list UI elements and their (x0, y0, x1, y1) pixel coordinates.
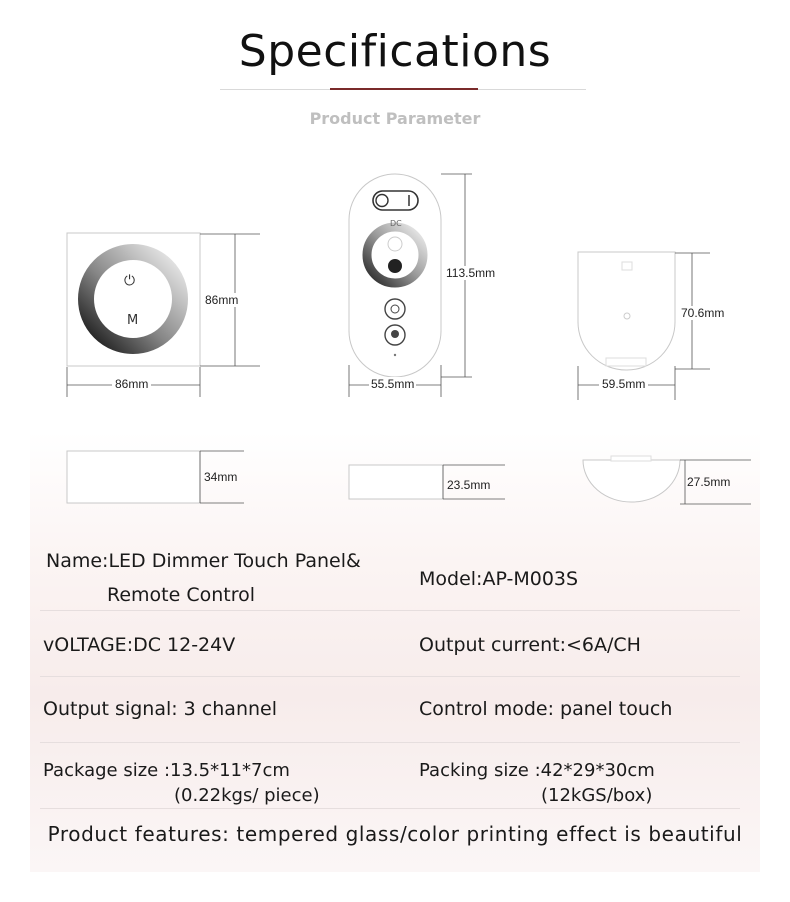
spec-packing-size: Packing size :42*29*30cm (419, 760, 655, 781)
remote-side-drawing (345, 462, 515, 507)
spec-control-mode: Control mode: panel touch (419, 698, 673, 720)
panel-width-label: 86mm (112, 377, 151, 391)
remote-width-label: 55.5mm (371, 377, 415, 391)
receiver-depth-label: 27.5mm (687, 475, 731, 489)
spec-output-signal: Output signal: 3 channel (43, 698, 277, 720)
title-divider-accent (330, 88, 478, 90)
mode-label: M (127, 313, 139, 328)
remote-height-label: 113.5mm (446, 266, 496, 280)
spec-packing-qty: (12kGS/box) (541, 785, 653, 806)
spec-divider (40, 742, 740, 743)
spec-divider (40, 676, 740, 677)
spec-package-weight: (0.22kgs/ piece) (174, 785, 320, 806)
page-title: Specifications (238, 26, 552, 77)
receiver-side-outline (575, 452, 775, 512)
spec-voltage: vOLTAGE:DC 12-24V (43, 634, 236, 656)
panel-side-drawing (60, 445, 260, 510)
panel-height-label: 86mm (205, 293, 239, 307)
receiver-height-label: 70.6mm (681, 306, 725, 320)
spec-divider (40, 808, 740, 809)
spec-package-size: Package size :13.5*11*7cm (43, 760, 290, 781)
remote-front-drawing (340, 165, 520, 400)
spec-model: Model:AP-M003S (419, 568, 579, 590)
remote-depth-label: 23.5mm (447, 478, 491, 492)
page-subtitle: Product Parameter (309, 109, 481, 128)
receiver-front-drawing (570, 240, 770, 405)
dc-label: DC (390, 219, 402, 228)
spec-name-line1: Name:LED Dimmer Touch Panel& (46, 550, 361, 572)
spec-output-current: Output current:<6A/CH (419, 634, 641, 656)
remote-front-outline (340, 165, 520, 400)
panel-front-outline (60, 225, 280, 400)
receiver-width-label: 59.5mm (599, 377, 648, 391)
spec-features: Product features: tempered glass/color printing effect is beautiful (47, 822, 743, 846)
power-icon: ⏻ (124, 273, 136, 289)
spec-divider (40, 610, 740, 611)
panel-front-drawing (60, 225, 280, 400)
spec-name-line2: Remote Control (107, 584, 256, 606)
panel-depth-label: 34mm (204, 470, 238, 484)
receiver-side-drawing (575, 452, 775, 512)
